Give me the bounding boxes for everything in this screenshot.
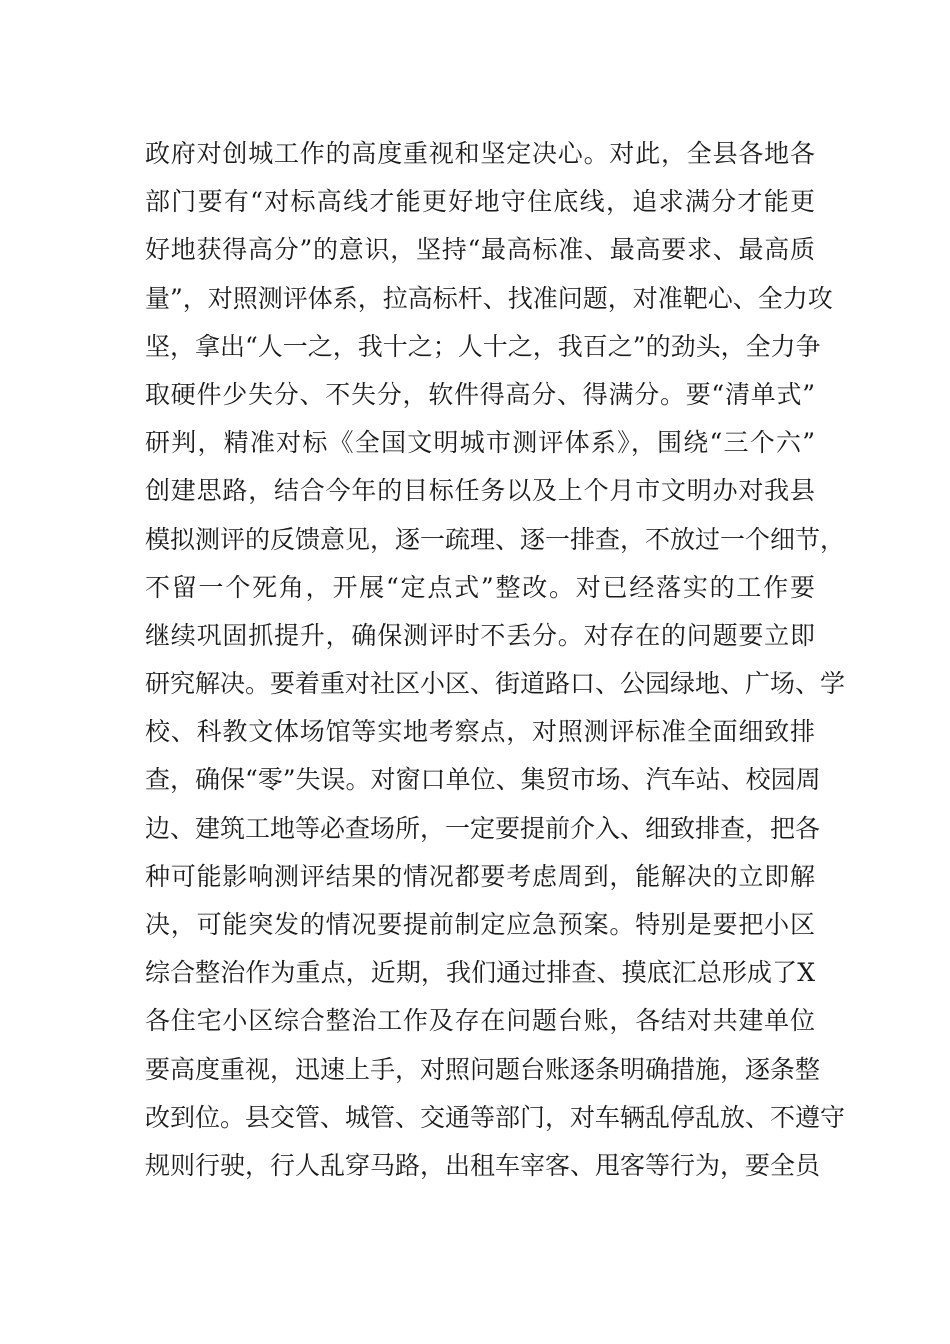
text-line: 校、科教文体场馆等实地考察点，对照测评标准全面细致排 [145, 717, 815, 747]
text-line: 各住宅小区综合整治工作及存在问题台账，各结对共建单位 [145, 1006, 815, 1036]
text-line: 好地获得高分”的意识，坚持“最高标准、最高要求、最高质 [145, 235, 815, 265]
text-line: 研究解决。要着重对社区小区、街道路口、公园绿地、广场、学 [145, 669, 846, 699]
text-line: 继续巩固抓提升，确保测评时不丢分。对存在的问题要立即 [145, 620, 815, 650]
text-line: 模拟测评的反馈意见，逐一疏理、逐一排查，不放过一个细节， [145, 524, 846, 554]
text-line: 种可能影响测评结果的情况都要考虑周到，能解决的立即解 [145, 861, 815, 891]
text-line: 决，可能突发的情况要提前制定应急预案。特别是要把小区 [145, 910, 815, 939]
text-line: 规则行驶，行人乱穿马路，出租车宰客、甩客等行为，要全员 [145, 1150, 821, 1180]
text-line: 取硬件少失分、不失分，软件得高分、得满分。要“清单式” [145, 379, 815, 409]
text-line: 查，确保“零”失误。对窗口单位、集贸市场、汽车站、校园周 [145, 765, 821, 795]
text-line: 改到位。县交管、城管、交通等部门，对车辆乱停乱放、不遵守 [145, 1102, 846, 1132]
text-line: 研判，精准对标《全国文明城市测评体系》，围绕“三个六” [145, 428, 815, 458]
text-line: 创建思路，结合今年的目标任务以及上个月市文明办对我县 [145, 476, 815, 506]
text-line: 边、建筑工地等必查场所，一定要提前介入、细致排查，把各 [145, 813, 821, 843]
text-line: 综合整治作为重点，近期，我们通过排查、摸底汇总形成了X [145, 958, 815, 988]
text-line: 政府对创城工作的高度重视和坚定决心。对此，全县各地各 [145, 139, 815, 168]
text-line: 坚，拿出“人一之，我十之；人十之，我百之”的劲头，全力争 [145, 331, 821, 361]
text-line: 部门要有“对标高线才能更好地守住底线，追求满分才能更 [145, 187, 815, 217]
text-line: 量”，对照测评体系，拉高标杆、找准问题，对准靶心、全力攻 [145, 283, 833, 313]
body-text [145, 130, 846, 1190]
text-line: 不留一个死角，开展“定点式”整改。对已经落实的工作要 [145, 572, 815, 602]
text-line: 要高度重视，迅速上手，对照问题台账逐条明确措施，逐条整 [145, 1054, 821, 1084]
